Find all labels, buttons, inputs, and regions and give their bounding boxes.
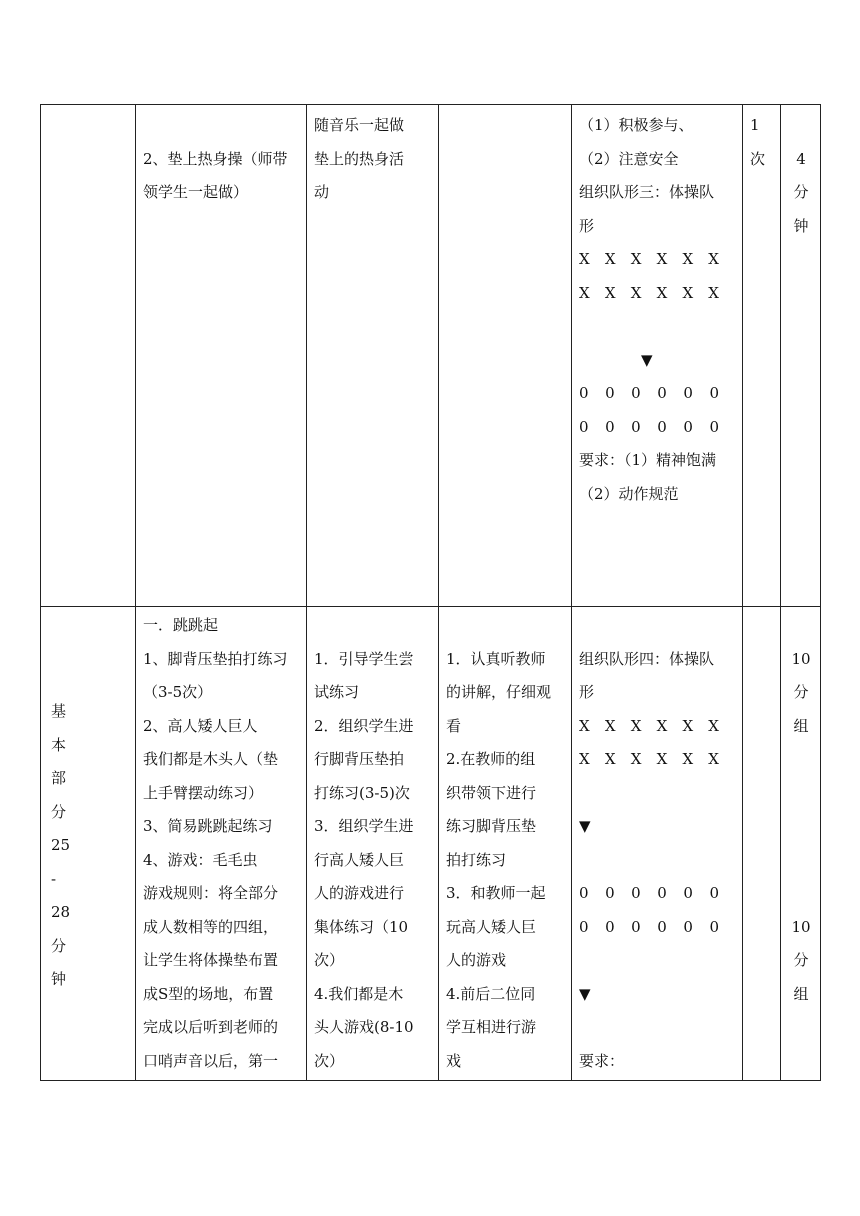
spacer [579,944,736,978]
section-line: 钟 [51,970,67,988]
teacher-line: 2．组织学生进 [314,716,414,735]
student-line: 1．认真听教师 [446,649,546,668]
student-line: 拍打练习 [446,850,507,869]
student-activity-cell [439,105,572,607]
content-line [143,109,300,143]
content-line: 完成以后听到老师的 [143,1018,279,1036]
student-activity-cell [439,607,572,1081]
count-line: 次 [750,149,766,168]
content-line: （3-5次） [143,683,213,701]
content-line: 4、游戏：毛毛虫 [143,850,258,869]
table-row [41,105,821,607]
table-row [41,607,821,1081]
org-line: （2）动作规范 [579,484,679,503]
teacher-line: 3．组织学生进 [314,817,414,835]
time-line [788,609,814,643]
teacher-line: 人的游戏进行 [314,884,405,902]
section-line: 部 [51,769,67,787]
org-line: 形 [579,216,595,235]
organization-cell [572,607,743,1081]
teacher-line: 垫上的热身活 [314,149,405,168]
time-line: 钟 [793,216,809,235]
section-line: 分 [51,802,67,821]
teacher-activity-cell [307,607,439,1081]
teacher-position-marker: ▼ [641,350,653,369]
teacher-line: 打练习(3-5)次 [314,783,410,802]
teacher-line: 动 [314,183,330,201]
section-line [51,662,129,696]
student-line: 看 [446,716,462,735]
content-line: 成人数相等的四组， [143,917,279,936]
organization-cell [572,105,743,607]
time-line: 分 [793,183,809,201]
time-line: 组 [793,984,809,1003]
org-line: （1）积极参与、 [579,116,694,134]
formation-o-row: 0 0 0 0 0 0 [579,384,719,402]
section-line [51,611,129,628]
time-line: 10 [791,917,811,936]
time-line: 分 [793,683,809,701]
formation-o-row: 0 0 0 0 0 0 [579,417,719,436]
count-line: 1 [750,116,760,134]
org-line: （2）注意安全 [579,149,679,168]
content-line: 2、高人矮人巨人 [143,716,258,735]
time-line: 组 [793,716,809,735]
student-line: 学互相进行游 [446,1018,537,1036]
teacher-line: 随音乐一起做 [314,116,405,134]
student-line [446,609,565,643]
section-line: 分 [51,936,67,955]
teacher-line: 集体练习（10 [314,917,409,936]
formation-o-row: 0 0 0 0 0 0 [579,917,719,936]
section-cell [41,607,136,1081]
time-cell [781,105,821,607]
teacher-line: 头人游戏(8-10 [314,1018,414,1036]
formation-x-row: X X X X X X [579,716,719,735]
org-line: 要求： [579,1051,625,1070]
teacher-line: 行脚背压垫拍 [314,750,405,768]
org-line: 要求：（1）精神饱满 [579,451,717,469]
section-line: - [51,869,57,888]
student-line: 织带领下进行 [446,783,537,802]
content-cell [136,105,307,607]
section-cell [41,105,136,607]
formation-x-row: X X X X X X [579,283,719,302]
org-line: 组织队形四：体操队 [579,649,715,668]
teacher-line: 1．引导学生尝 [314,649,414,668]
formation-o-row: 0 0 0 0 0 0 [579,884,719,902]
student-line: 3．和教师一起 [446,884,546,902]
teacher-position-marker: ▼ [579,817,591,835]
time-line: 分 [793,951,809,969]
spacer [579,1011,736,1045]
content-line: 3、简易跳跳起练习 [143,817,273,835]
teacher-line: 试练习 [314,683,360,701]
spacer [579,844,736,878]
teacher-line: 次） [314,1051,345,1070]
section-line: 25 [51,836,71,854]
lesson-plan-table [40,104,821,1081]
time-line [788,109,814,143]
section-line: 28 [51,903,71,921]
org-line: 组织队形三：体操队 [579,183,715,201]
teacher-line [314,609,432,643]
content-line: 我们都是木头人（垫 [143,750,279,768]
section-line [51,628,129,662]
student-line: 4.前后二位同 [446,984,536,1003]
spacer [579,777,736,811]
content-line: 2、垫上热身操（师带 [143,149,288,168]
student-line: 玩高人矮人巨 [446,917,537,936]
time-line [788,777,814,811]
student-line: 练习脚背压垫 [446,817,537,835]
content-line: 游戏规则：将全部分 [143,884,279,902]
time-line [788,844,814,878]
content-cell [136,607,307,1081]
formation-x-row: X X X X X X [579,250,719,268]
formation-x-row: X X X X X X [579,750,719,768]
content-line: 1、脚背压垫拍打练习 [143,649,288,668]
spacer [579,310,736,344]
time-cell [781,607,821,1081]
content-line: 口哨声音以后，第一 [143,1051,279,1070]
time-line [788,810,814,844]
content-line: 让学生将体操垫布置 [143,951,279,969]
student-line: 戏 [446,1051,462,1070]
teacher-position-marker: ▼ [579,984,591,1003]
content-line: 上手臂摆动练习） [143,783,264,802]
time-line [788,877,814,911]
student-line: 人的游戏 [446,951,507,969]
time-line: 4 [796,149,806,168]
section-line: 基 [51,702,67,720]
org-line: 形 [579,683,595,701]
count-cell [743,607,781,1081]
student-line: 2.在教师的组 [446,750,536,768]
count-cell [743,105,781,607]
teacher-line: 次） [314,951,345,969]
teacher-activity-cell [307,105,439,607]
content-line: 一．跳跳起 [143,616,219,634]
content-line: 成S型的场地，布置 [143,984,274,1003]
teacher-line: 4.我们都是木 [314,984,404,1003]
student-line: 的讲解，仔细观 [446,683,552,701]
time-line [788,743,814,777]
content-line: 领学生一起做） [143,183,249,201]
spacer [579,609,736,643]
time-line: 10 [791,649,811,668]
teacher-line: 行高人矮人巨 [314,850,405,869]
section-line: 本 [51,735,67,754]
